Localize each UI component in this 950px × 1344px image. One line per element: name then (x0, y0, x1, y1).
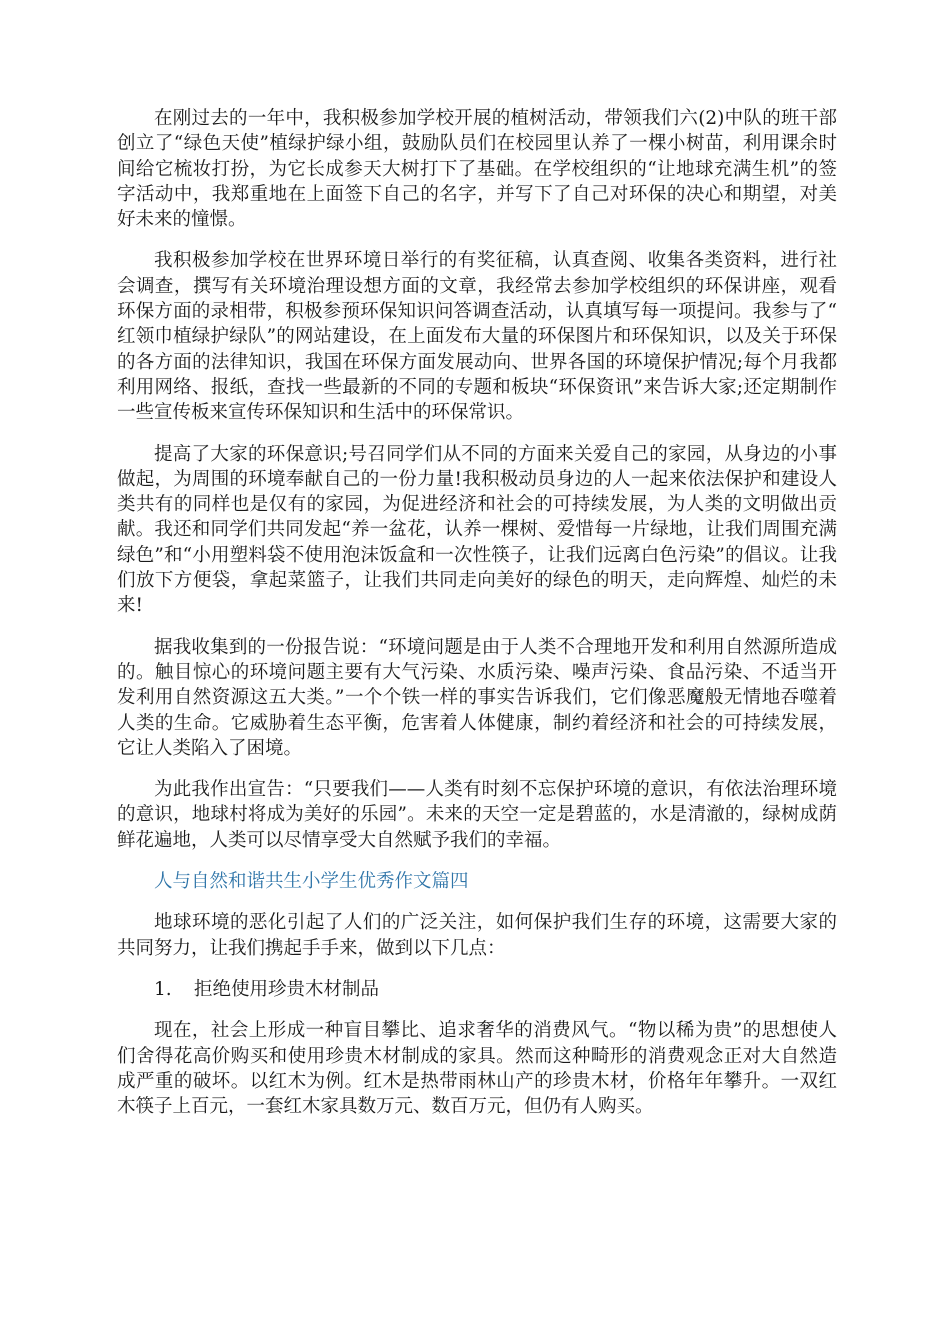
section-heading: 人与自然和谐共生小学生优秀作文篇四 (154, 871, 469, 893)
list-item-number: 1. (154, 978, 172, 1000)
list-item (117, 977, 837, 1002)
paragraph-environment-day: 我积极参加学校在世界环境日举行的有奖征稿，认真查阅、收集各类资料，进行社会调查，撰写有关环境治理设想方面的文章，我经常去参加学校组织的环保讲座，观看环保方面的录相带，积极参预环保知识问答调查活动，认真填写每一项提问。我参与了“红领巾植绿护绿队”的网站建设，在上面发布大量的环保图片和环保知识，以及关于环保的各方面的法律知识，我国在环保方面发展动向、世界各国的环境保护情况;每个月我都利用网络、报纸，查找一些最新的不同的专题和板块“环保资讯”来告诉大家;还定期制作一些宣传板来宣传环保知识和生活中的环保常识。 (117, 250, 837, 424)
paragraph-intro: 地球环境的恶化引起了人们的广泛关注，如何保护我们生存的环境，这需要大家的共同努力，让我们携起手手来，做到以下几点： (117, 912, 837, 959)
paragraph-closing: 现在，社会上形成一种盲目攀比、追求奢华的消费风气。“物以稀为贵”的思想使人们舍得花高价购买和使用珍贵木材制成的家具。然而这种畸形的消费观念正对大自然造成严重的破坏。以红木为例。红木是热带雨林山产的珍贵木材，价格年年攀升。一双红木筷子上百元，一套红木家具数万元、数百万元，但仍有人购买。 (117, 1020, 837, 1118)
paragraph-declaration: 为此我作出宣告：“只要我们——人类有时刻不忘保护环境的意识，有依法治理环境的意识，地球村将成为美好的乐园”。未来的天空一定是碧蓝的，水是清澈的，绿树成荫鲜花遍地，人类可以尽情享受大自然赋予我们的幸福。 (117, 779, 837, 851)
list-item-text: 拒绝使用珍贵木材制品 (194, 978, 380, 1000)
paragraph-tree-planting: 在刚过去的一年中，我积极参加学校开展的植树活动，带领我们六(2)中队的班干部创立了“绿色天使”植绿护绿小组，鼓励队员们在校园里认养了一棵小树苗，利用课余时间给它梳妆打扮，为它长成参天大树打下了基础。在学校组织的“让地球充满生机”的签字活动中，我郑重地在上面签下自己的名字，并写下了自己对环保的决心和期望，对美好未来的憧憬。 (117, 108, 837, 231)
paragraph-report: 据我收集到的一份报告说：“环境问题是由于人类不合理地开发和利用自然源所造成的。触目惊心的环境问题主要有大气污染、水质污染、噪声污染、食品污染、不适当开发利用自然资源这五大类。”一个个铁一样的事实告诉我们，它们像恶魔般无情地吞噬着人类的生命。它威胁着生态平衡，危害着人体健康，制约着经济和社会的可持续发展，它让人类陷入了困境。 (117, 636, 837, 759)
document-body (117, 106, 837, 1135)
paragraph-awareness: 提高了大家的环保意识;号召同学们从不同的方面来关爱自己的家园，从身边的小事做起，为周围的环境奉献自己的一份力量!我积极动员身边的人一起来依法保护和建设人类共有的同样也是仅有的家园，为促进经济和社会的可持续发展，为人类的文明做出贡献。我还和同学们共同发起“养一盆花，认养一棵树、爱惜每一片绿地，让我们周围充满绿色”和“小用塑料袋不使用泡沫饭盒和一次性筷子，让我们远离白色污染”的倡议。让我们放下方便袋，拿起菜篮子，让我们共同走向美好的绿色的明天，走向辉煌、灿烂的未来! (117, 443, 837, 617)
